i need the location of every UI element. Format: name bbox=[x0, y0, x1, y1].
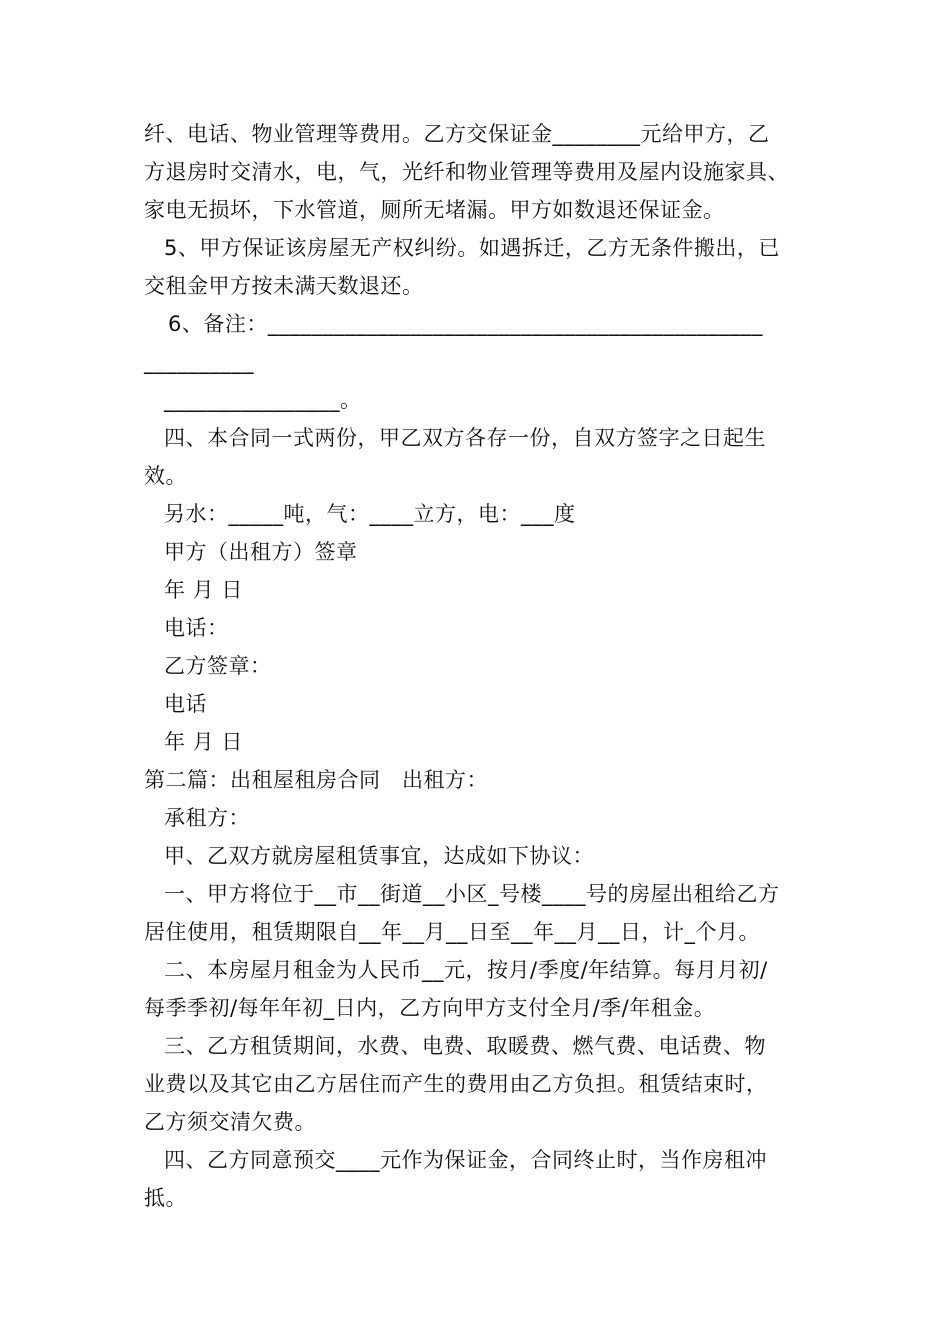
text-line-1: 纤、电话、物业管理等费用。乙方交保证金________元给甲方，乙 bbox=[144, 122, 770, 146]
article-4-line-2: 抵。 bbox=[144, 1186, 187, 1210]
section-4-line-1: 四、本合同一式两份，甲乙双方各存一份，自双方签字之日起生 bbox=[164, 426, 766, 450]
article-4-line-1: 四、乙方同意预交____元作为保证金，合同终止时，当作房租冲 bbox=[164, 1148, 767, 1172]
article-3-line-3: 乙方须交清欠费。 bbox=[144, 1110, 316, 1134]
lessee-label: 承租方： bbox=[164, 806, 250, 830]
text-line-2: 方退房时交清水，电，气，光纤和物业管理等费用及屋内设施家具、 bbox=[144, 160, 789, 184]
remarks-blank-end: ________________。 bbox=[164, 388, 362, 412]
party-a-phone: 电话： bbox=[164, 616, 229, 640]
party-a-date: 年 月 日 bbox=[164, 578, 243, 602]
article-2-line-2: 每季季初/每年年初_日内，乙方向甲方支付全月/季/年租金。 bbox=[144, 996, 716, 1020]
article-3-line-2: 业费以及其它由乙方居住而产生的费用由乙方负担。租赁结束时， bbox=[144, 1072, 768, 1096]
second-contract-heading: 第二篇：出租屋租房合同 出租方： bbox=[144, 768, 488, 792]
party-b-date: 年 月 日 bbox=[164, 730, 243, 754]
remarks-blank-line: __________ bbox=[144, 350, 254, 374]
party-b-signature: 乙方签章： bbox=[164, 654, 272, 678]
utility-readings: 另水：_____吨，气：____立方，电：___度 bbox=[164, 502, 576, 526]
article-3-line-1: 三、乙方租赁期间，水费、电费、取暖费、燃气费、电话费、物 bbox=[164, 1034, 766, 1058]
clause-5-line-2: 交租金甲方按未满天数退还。 bbox=[144, 274, 424, 298]
article-1-line-2: 居住使用，租赁期限自__年__月__日至__年__月__日，计_个月。 bbox=[144, 920, 760, 944]
clause-5-line-1: 5、甲方保证该房屋无产权纠纷。如遇拆迁，乙方无条件搬出，已 bbox=[164, 236, 780, 260]
article-2-line-1: 二、本房屋月租金为人民币__元，按月/季度/年结算。每月月初/ bbox=[164, 958, 768, 982]
agreement-intro: 甲、乙双方就房屋租赁事宜，达成如下协议： bbox=[164, 844, 594, 868]
party-b-phone: 电话 bbox=[164, 692, 207, 716]
party-a-signature: 甲方（出租方）签章 bbox=[164, 540, 358, 564]
clause-6-remarks: 6、备注：_____________________________________________ bbox=[168, 312, 763, 336]
text-line-3: 家电无损坏，下水管道，厕所无堵漏。甲方如数退还保证金。 bbox=[144, 198, 725, 222]
article-1-line-1: 一、甲方将位于__市__街道__小区_号楼____号的房屋出租给乙方 bbox=[164, 882, 780, 906]
section-4-line-2: 效。 bbox=[144, 464, 187, 488]
